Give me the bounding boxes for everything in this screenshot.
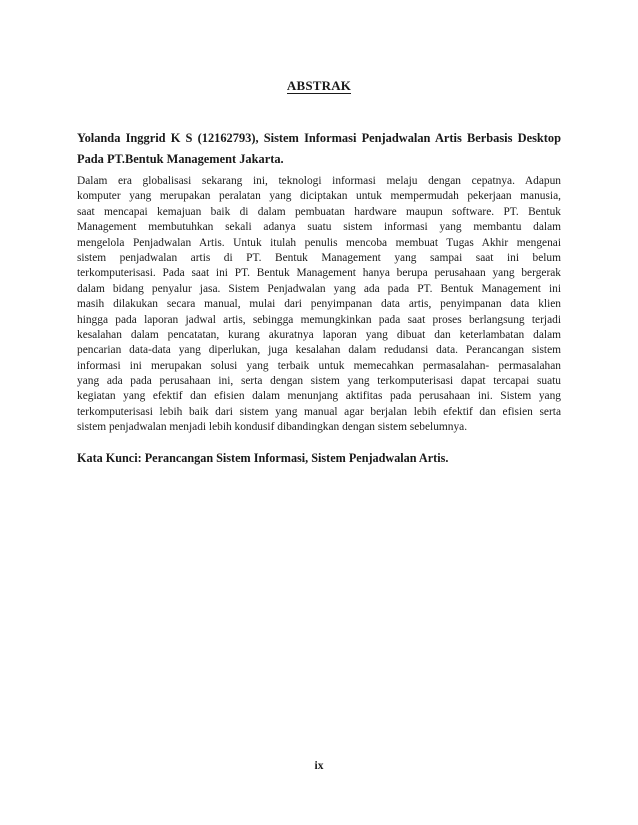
- body-line: masih dilakukan secara manual, mulai dari penyimpanan data artis, penyimpanan data klien: [77, 298, 561, 311]
- body-line: informasi ini merupakan solusi yang terbaik untuk memecahkan permasalahan- permasalahan: [77, 359, 561, 372]
- body-line: terkomputerisasi. Pada saat ini PT. Bentuk Management hanya berupa perusahaan yang bergerak: [77, 267, 561, 280]
- body-line: dalam bidang penyalur jasa. Sistem Penjadwalan yang ada pada PT. Bentuk Management ini: [77, 282, 561, 295]
- body-line: yang ada pada perusahaan ini, serta dengan sistem yang terkomputerisasi dapat tercapai suatu: [77, 375, 561, 388]
- body-line: hingga pada laporan jadwal artis, sebingga memungkinkan pada saat proses berlangsung terjadi: [77, 313, 561, 326]
- body-line: kegiatan yang efektif dan efisien dalam menunjang aktifitas pada perusahaan ini. Sistem yang: [77, 390, 561, 403]
- author-line-1: Yolanda Inggrid K S (12162793), Sistem Informasi Penjadwalan Artis Berbasis Desktop: [77, 131, 561, 145]
- body-line: pencarian data-data yang diperlukan, juga kesalahan dalam redudansi data. Perancangan sistem: [77, 344, 561, 357]
- body-line: saat mencapai kemajuan baik di dalam pembuatan hardware maupun software. PT. Bentuk: [77, 205, 561, 218]
- author-line-2: Pada PT.Bentuk Management Jakarta.: [77, 152, 284, 166]
- body-line: komputer yang merupakan peralatan yang diciptakan untuk mempermudah pekerjaan manusia,: [77, 190, 561, 203]
- body-line: Management membutuhkan sekali adanya suatu sistem informasi yang membantu dalam: [77, 221, 561, 234]
- body-line: sistem penjadwalan artis di PT. Bentuk Management yang sampai saat ini belum: [77, 251, 561, 264]
- abstract-body: [77, 174, 561, 436]
- abstract-title-text: ABSTRAK: [286, 78, 352, 93]
- body-line: terkomputerisasi lebih baik dari sistem yang manual agar berjalan lebih efektif dan efisien serta: [77, 405, 561, 418]
- body-line: kesalahan dalam pencatatan, kurang akuratnya laporan yang dibuat dan keterlambatan dalam: [77, 328, 561, 341]
- page-number: ix: [314, 760, 324, 772]
- body-line: sistem penjadwalan menjadi lebih kondusif dibandingkan dengan sistem sebelumnya.: [77, 421, 468, 434]
- body-line: Dalam era globalisasi sekarang ini, teknologi informasi melaju dengan cepatnya. Adapun: [77, 175, 561, 187]
- keywords: Kata Kunci: Perancangan Sistem Informasi, Sistem Penjadwalan Artis.: [77, 451, 449, 465]
- body-line: mengelola Penjadwalan Artis. Untuk itulah penulis mencoba membuat Tugas Akhir mengenai: [77, 236, 561, 249]
- abstract-title: [0, 78, 638, 94]
